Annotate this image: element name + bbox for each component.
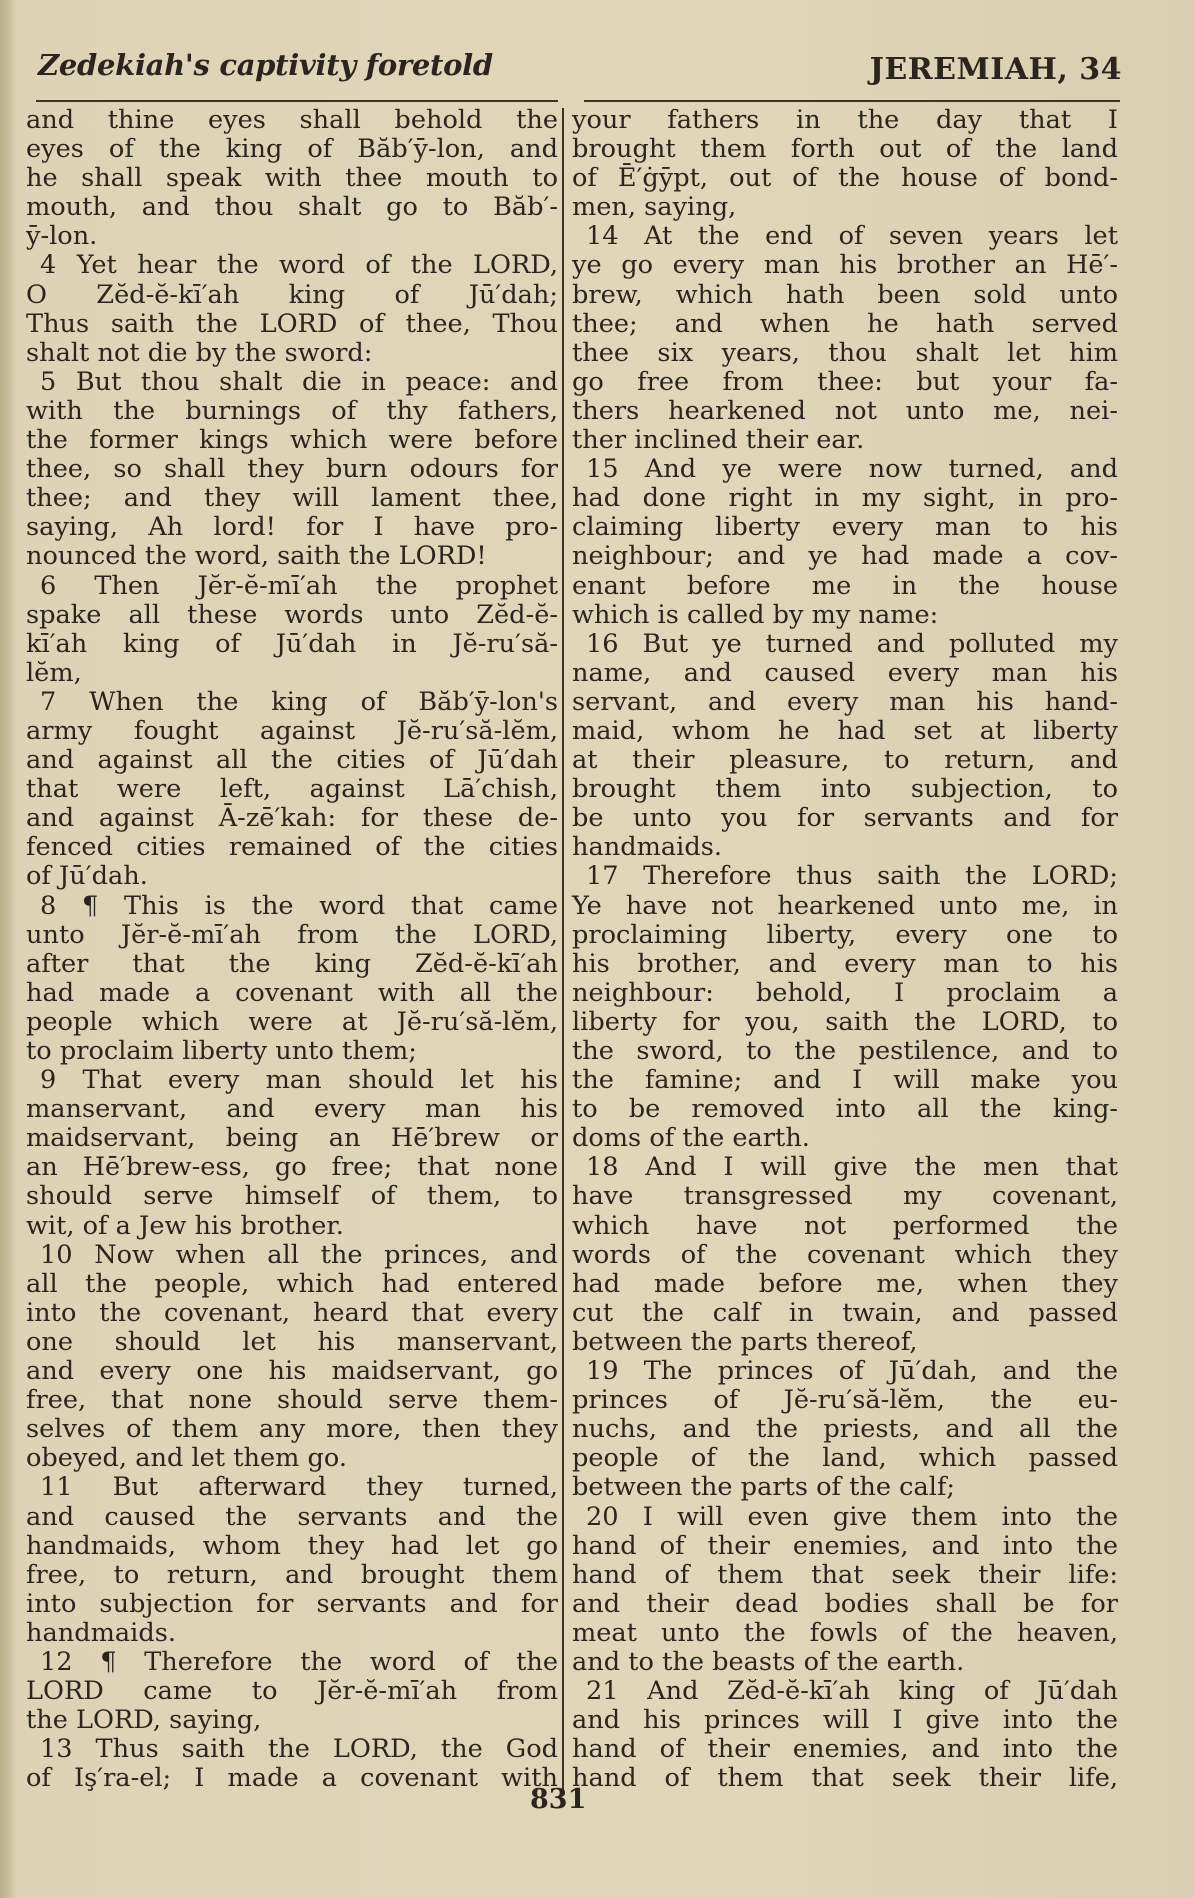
text-line: men, saying, <box>572 192 737 223</box>
page-number: 831 <box>530 1784 587 1815</box>
text-line: eyes of the king of Băb′ȳ-lon, and <box>26 134 558 165</box>
text-line: 4 Yet hear the word of the LORD, <box>40 250 558 281</box>
text-line: cut the calf in twain, and passed <box>572 1297 1118 1328</box>
left-column <box>26 106 558 1793</box>
text-line: 11 But afterward they turned, <box>40 1472 558 1503</box>
text-line: an Hē′brew-ess, go free; that none <box>26 1152 558 1183</box>
text-line: 5 But thou shalt die in peace: and <box>40 366 558 397</box>
text-line: lĕm, <box>26 657 82 688</box>
text-line: free, that none should serve them- <box>26 1385 558 1416</box>
text-line: manservant, and every man his <box>26 1094 558 1125</box>
text-line: go free from thee: but your fa- <box>572 366 1118 397</box>
text-line: neighbour; and ye had made a cov- <box>572 541 1118 572</box>
text-line: had done right in my sight, in pro- <box>572 483 1118 514</box>
book-chapter-heading: JEREMIAH, 34 <box>869 52 1122 87</box>
text-line: handmaids. <box>26 1617 176 1648</box>
text-line: the famine; and I will make you <box>572 1065 1118 1096</box>
text-line: 7 When the king of Băb′ȳ-lon's <box>40 686 558 717</box>
text-line: between the parts of the calf; <box>572 1472 956 1503</box>
text-line: people which were at Jĕ-ru′să-lĕm, <box>26 1006 558 1037</box>
text-line: and their dead bodies shall be for <box>572 1588 1118 1619</box>
text-line: Thus saith the LORD of thee, Thou <box>26 308 558 339</box>
text-line: his brother, and every man to his <box>572 948 1118 979</box>
text-line: selves of them any more, then they <box>26 1414 558 1445</box>
text-line: thers hearkened not unto me, nei- <box>572 395 1118 426</box>
text-line: mouth, and thou shalt go to Băb′- <box>26 192 558 223</box>
text-line: hand of them that seek their life: <box>572 1559 1118 1590</box>
section-title: Zedekiah's captivity foretold <box>38 48 493 82</box>
text-line: 15 And ye were now turned, and <box>586 454 1118 485</box>
text-line: ȳ-lon. <box>26 221 98 252</box>
text-line: 13 Thus saith the LORD, the God <box>40 1734 558 1765</box>
text-line: should serve himself of them, to <box>26 1181 558 1212</box>
text-line: the LORD, saying, <box>26 1705 262 1736</box>
text-line: free, to return, and brought them <box>26 1559 558 1590</box>
text-line: shalt not die by the sword: <box>26 337 373 368</box>
binding-shadow <box>0 0 16 1898</box>
text-line: be unto you for servants and for <box>572 803 1118 834</box>
text-line: 12 ¶ Therefore the word of the <box>40 1646 558 1677</box>
text-line: hand of their enemies, and into the <box>572 1734 1118 1765</box>
text-line: doms of the earth. <box>572 1123 810 1154</box>
text-line: of Ē′ġȳpt, out of the house of bond- <box>572 163 1118 194</box>
text-line: hand of their enemies, and into the <box>572 1530 1118 1561</box>
text-line: the former kings which were before <box>26 425 558 456</box>
text-line: kī′ah king of Jū′dah in Jĕ-ru′să- <box>26 628 558 659</box>
text-line: brought them forth out of the land <box>572 134 1118 165</box>
text-line: of Iş′ra-el; I made a covenant with <box>26 1763 558 1794</box>
text-line: maid, whom he had set at liberty <box>572 715 1118 746</box>
text-line: between the parts thereof, <box>572 1326 918 1357</box>
text-line: have transgressed my covenant, <box>572 1181 1118 1212</box>
text-line: and against all the cities of Jū′dah <box>26 745 558 776</box>
text-line: Ye have not hearkened unto me, in <box>572 890 1118 921</box>
text-line: obeyed, and let them go. <box>26 1443 348 1474</box>
text-line: 14 At the end of seven years let <box>586 221 1118 252</box>
text-line: neighbour: behold, I proclaim a <box>572 977 1118 1008</box>
text-line: with the burnings of thy fathers, <box>26 395 558 426</box>
text-line: 21 And Zĕd-ĕ-kī′ah king of Jū′dah <box>586 1676 1118 1707</box>
text-line: ye go every man his brother an Hē′- <box>572 250 1118 281</box>
text-line: handmaids, whom they had let go <box>26 1530 558 1561</box>
text-line: thee six years, thou shalt let him <box>572 337 1118 368</box>
text-line: hand of them that seek their life, <box>572 1763 1118 1794</box>
text-line: and to the beasts of the earth. <box>572 1646 965 1677</box>
text-line: 6 Then Jĕr-ĕ-mī′ah the prophet <box>40 570 558 601</box>
text-line: of Jū′dah. <box>26 861 148 892</box>
text-line: into subjection for servants and for <box>26 1588 558 1619</box>
text-line: into the covenant, heard that every <box>26 1297 558 1328</box>
text-line: which have not performed the <box>572 1210 1118 1241</box>
text-line: LORD came to Jĕr-ĕ-mī′ah from <box>26 1676 558 1707</box>
text-line: after that the king Zĕd-ĕ-kī′ah <box>26 948 558 979</box>
text-line: 18 And I will give the men that <box>586 1152 1118 1183</box>
header-rule-left <box>36 100 558 102</box>
text-line: 17 Therefore thus saith the LORD; <box>586 861 1118 892</box>
text-line: O Zĕd-ĕ-kī′ah king of Jū′dah; <box>26 279 558 310</box>
text-line: one should let his manservant, <box>26 1326 558 1357</box>
text-line: meat unto the fowls of the heaven, <box>572 1617 1118 1648</box>
text-line: and thine eyes shall behold the <box>26 105 558 135</box>
text-line: 9 That every man should let his <box>40 1065 558 1096</box>
text-line: thee; and they will lament thee, <box>26 483 558 514</box>
text-line: claiming liberty every man to his <box>572 512 1118 543</box>
text-line: 19 The princes of Jū′dah, and the <box>586 1356 1118 1387</box>
text-line: enant before me in the house <box>572 570 1118 601</box>
text-line: and his princes will I give into the <box>572 1705 1118 1736</box>
text-line: 20 I will even give them into the <box>586 1501 1118 1532</box>
text-line: spake all these words unto Zĕd-ĕ- <box>26 599 558 630</box>
text-line: that were left, against Lā′chish, <box>26 774 558 805</box>
right-column <box>572 106 1118 1793</box>
text-line: ther inclined their ear. <box>572 425 865 456</box>
text-line: to proclaim liberty unto them; <box>26 1036 417 1066</box>
text-line: 8 ¶ This is the word that came <box>40 890 558 921</box>
text-line: all the people, which had entered <box>26 1268 558 1299</box>
text-line: nounced the word, saith the LORD! <box>26 541 487 572</box>
text-line: and every one his maidservant, go <box>26 1356 558 1387</box>
text-line: at their pleasure, to return, and <box>572 745 1118 776</box>
column-divider <box>562 108 564 1793</box>
header-rule-right <box>584 100 1120 102</box>
text-line: he shall speak with thee mouth to <box>26 163 558 194</box>
text-line: had made before me, when they <box>572 1268 1118 1299</box>
text-line: 10 Now when all the princes, and <box>40 1239 558 1270</box>
text-line: brew, which hath been sold unto <box>572 279 1118 310</box>
text-line: maidservant, being an Hē′brew or <box>26 1123 558 1154</box>
text-line: had made a covenant with all the <box>26 977 558 1008</box>
text-line: army fought against Jĕ-ru′să-lĕm, <box>26 715 558 746</box>
text-line: fenced cities remained of the cities <box>26 832 558 863</box>
text-line: thee, so shall they burn odours for <box>26 454 558 485</box>
text-line: thee; and when he hath served <box>572 308 1118 339</box>
text-line: nuchs, and the priests, and all the <box>572 1414 1118 1445</box>
text-line: handmaids. <box>572 832 722 863</box>
text-line: unto Jĕr-ĕ-mī′ah from the LORD, <box>26 919 558 950</box>
text-line: words of the covenant which they <box>572 1239 1118 1270</box>
text-line: proclaiming liberty, every one to <box>572 919 1118 950</box>
text-line: name, and caused every man his <box>572 657 1118 688</box>
text-line: servant, and every man his hand- <box>572 686 1118 717</box>
text-line: and caused the servants and the <box>26 1501 558 1532</box>
text-line: to be removed into all the king- <box>572 1094 1118 1125</box>
text-line: and against Ā-zē′kah: for these de- <box>26 803 558 834</box>
text-line: wit, of a Jew his brother. <box>26 1210 344 1241</box>
text-line: liberty for you, saith the LORD, to <box>572 1006 1118 1037</box>
text-line: saying, Ah lord! for I have pro- <box>26 512 558 543</box>
text-line: which is called by my name: <box>572 599 939 630</box>
text-line: 16 But ye turned and polluted my <box>586 628 1118 659</box>
text-line: the sword, to the pestilence, and to <box>572 1036 1118 1066</box>
text-line: your fathers in the day that I <box>572 105 1118 135</box>
text-line: princes of Jĕ-ru′să-lĕm, the eu- <box>572 1385 1118 1416</box>
text-line: people of the land, which passed <box>572 1443 1118 1474</box>
text-line: brought them into subjection, to <box>572 774 1118 805</box>
